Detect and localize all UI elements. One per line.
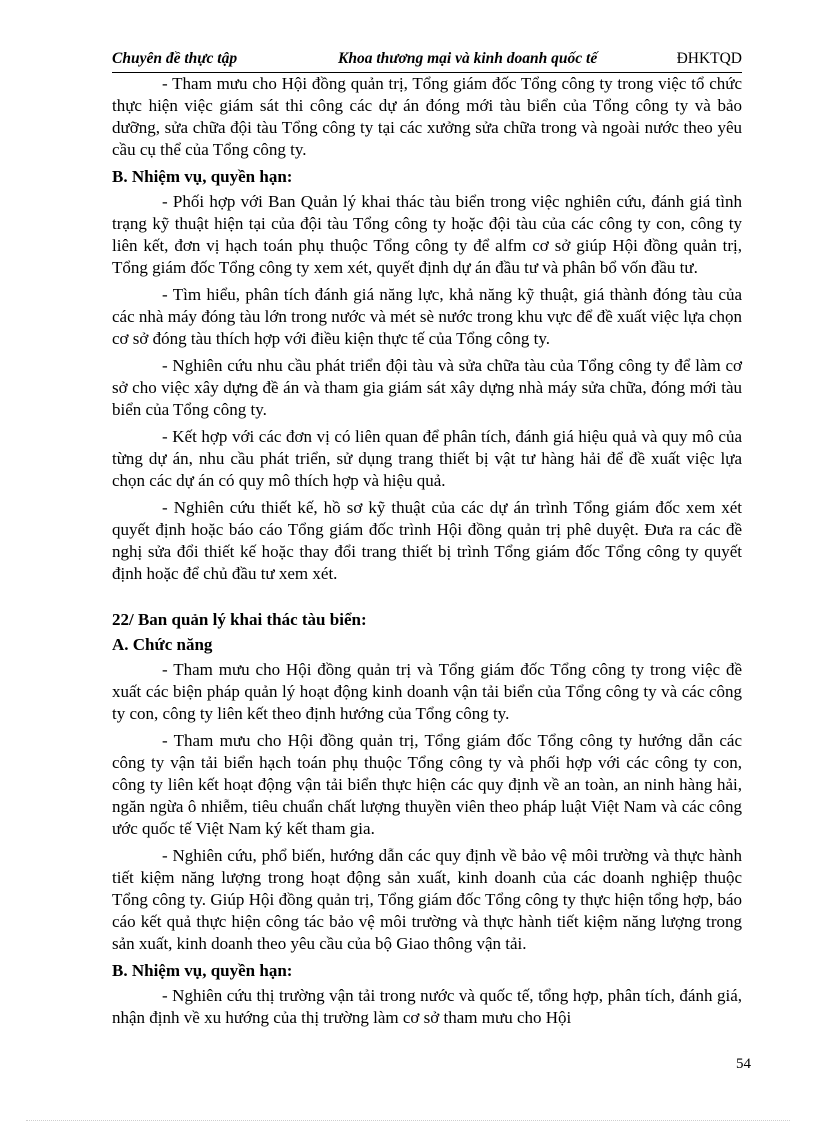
document-body [112,73,742,1034]
paragraph: - Phối hợp với Ban Quản lý khai thác tàu biển trong việc nghiên cứu, đánh giá tình trạng kỹ thuật hiện tại của đội tàu Tổng công ty hoặc đội tàu của các công ty con, công ty liên kết, đơn vị hạch toán phụ thuộc Tổng công ty để alfm cơ sở giúp Hội đồng quản trị, Tổng giám đốc Tổng công ty xem xét, quyết định dự án đầu tư và phân bổ vốn đầu tư. [112,192,742,277]
paragraph: - Nghiên cứu thiết kế, hồ sơ kỹ thuật của các dự án trình Tổng giám đốc xem xét quyết định hoặc báo cáo Tổng giám đốc trình Hội đồng quản trị phê duyệt. Đưa ra các đề nghị sửa đổi thiết kế hoặc thay đổi trang thiết bị trình Tổng giám đốc Tổng công ty quyết định hoặc để chủ đầu tư xem xét. [112,498,742,583]
subsection-heading: B. Nhiệm vụ, quyền hạn: [112,167,293,186]
paragraph: - Nghiên cứu, phổ biến, hướng dẫn các quy định về bảo vệ môi trường và thực hành tiết kiệm năng lượng trong hoạt động sản xuất, kinh doanh của các doanh nghiệp thuộc Tổng công ty. Giúp Hội đồng quản trị, Tổng giám đốc Tổng công ty thực hiện tổng hợp, báo cáo kết quả thực hiện công tác bảo vệ môi trường và thực hành tiết kiệm năng lượng trong sản xuất, kinh doanh theo yêu cầu của bộ Giao thông vận tải. [112,846,742,953]
header-left-title: Chuyên đề thực tập [112,50,238,67]
section-heading: 22/ Ban quản lý khai thác tàu biển: [112,610,367,629]
page-bottom-border [26,1120,790,1121]
subsection-heading: B. Nhiệm vụ, quyền hạn: [112,961,293,980]
header-university: ĐHKTQD [676,50,742,67]
paragraph: - Nghiên cứu thị trường vận tải trong nước và quốc tế, tổng hợp, phân tích, đánh giá, nhận định về xu hướng của thị trường làm cơ sở tham mưu cho Hội [112,986,742,1027]
paragraph: - Tham mưu cho Hội đồng quản trị, Tổng giám đốc Tổng công ty hướng dẫn các công ty vận tải biển hạch toán phụ thuộc Tổng công ty và phối hợp với các công ty con, công ty liên kết hoạt động vận tải biển thực hiện các quy định về an toàn, an ninh hàng hải, ngăn ngừa ô nhiễm, tiêu chuẩn chất lượng thuyền viên theo pháp luật Việt Nam và các công ước quốc tế Việt Nam ký kết tham gia. [112,731,742,838]
subsection-heading: A. Chức năng [112,635,213,654]
paragraph: - Tìm hiểu, phân tích đánh giá năng lực, khả năng kỹ thuật, giá thành đóng tàu của các nhà máy đóng tàu lớn trong nước và mét sè nước trong khu vực để đề xuất việc lựa chọn cơ sở đóng tàu thích hợp với điều kiện thực tế của Tổng công ty. [112,285,742,348]
paragraph: - Tham mưu cho Hội đồng quản trị, Tổng giám đốc Tổng công ty trong việc tổ chức thực hiện việc giám sát thi công các dự án đóng mới tàu biển của Tổng công ty và bảo dưỡng, sửa chữa đội tàu Tổng công ty tại các xưởng sửa chữa trong và ngoài nước theo yêu cầu cụ thể của Tổng công ty. [112,74,742,159]
page-number: 54 [736,1056,751,1072]
paragraph: - Nghiên cứu nhu cầu phát triển đội tàu và sửa chữa tàu của Tổng công ty để làm cơ sở cho việc xây dựng đề án và tham gia giám sát xây dựng nhà máy sửa chữa, đóng mới tàu biển của Tổng công ty. [112,356,742,419]
paragraph: - Kết hợp với các đơn vị có liên quan để phân tích, đánh giá hiệu quả và quy mô của từng dự án, nhu cầu phát triển, sử dụng trang thiết bị vật tư hàng hải để đề xuất việc lựa chọn các dự án có quy mô thích hợp và hiệu quả. [112,427,742,490]
paragraph: - Tham mưu cho Hội đồng quản trị và Tổng giám đốc Tổng công ty trong việc đề xuất các biện pháp quản lý hoạt động kinh doanh vận tải biển của Tổng công ty và các công ty con, công ty liên kết theo định hướng của Tổng công ty. [112,660,742,723]
header-faculty: Khoa thương mại và kinh doanh quốc tế [338,50,598,67]
page-header [112,50,742,73]
